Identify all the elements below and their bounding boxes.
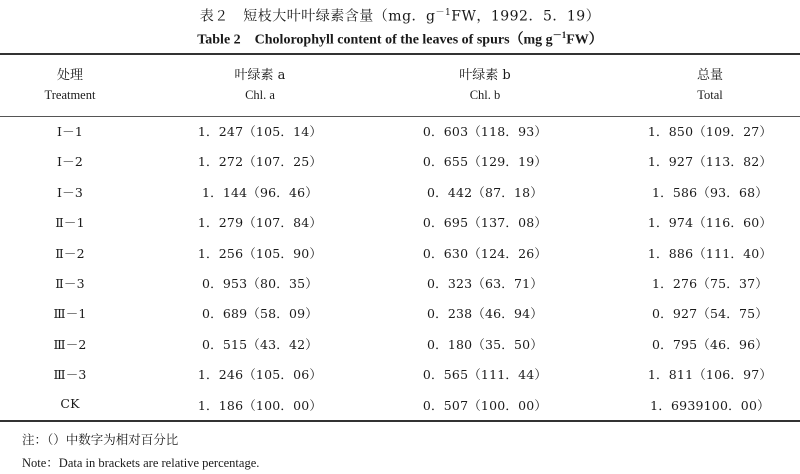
table-title-english: Table 2 Cholorophyll content of the leaves of spurs（mg $g^{-1}FW$） <box>197 30 603 48</box>
chl-b-cell: 0．238（46．94） <box>426 306 544 322</box>
treatment-cell: Ⅱ－2 <box>55 245 85 261</box>
treatment-cell: Ⅱ－1 <box>55 215 85 231</box>
header-rule <box>0 116 800 117</box>
header-chl-b-en: Chl. b <box>469 88 501 102</box>
treatment-cell: Ⅲ－3 <box>53 367 87 383</box>
note-chinese: 注：（）中数字为相对百分比 <box>22 432 179 447</box>
treatment-cell: Ⅲ－1 <box>53 306 87 322</box>
header-treatment-en: Treatment <box>44 88 96 102</box>
total-cell: 1．850（109．27） <box>647 124 773 139</box>
total-cell: 1．586（93．68） <box>651 184 769 200</box>
total-cell: 1．974（116．60） <box>647 215 773 231</box>
chl-b-cell: 0．655（129．19） <box>422 154 548 170</box>
chl-a-cell: 1．247（105．14） <box>197 124 323 139</box>
chl-b-cell: 0．442（87．18） <box>426 184 544 200</box>
total-cell: 1．927（113．82） <box>647 154 773 170</box>
chl-b-cell: 0．323（63．71） <box>426 276 544 291</box>
top-rule <box>0 53 800 55</box>
chl-a-cell: 1．272（107．25） <box>197 154 323 170</box>
chl-a-cell: 1．186（100．00） <box>197 397 323 413</box>
header-chl-b-zh: 叶绿素 b <box>459 68 511 83</box>
total-cell: 1．276（75．37） <box>651 276 769 291</box>
chl-a-cell: 1．144（96．46） <box>201 184 319 200</box>
chl-b-cell: 0．695（137．08） <box>422 215 548 231</box>
chl-a-cell: 1．256（105．90） <box>197 245 323 261</box>
treatment-cell: Ⅲ－2 <box>53 336 87 352</box>
total-cell: 1．811（106．97） <box>647 367 773 383</box>
treatment-cell: Ⅰ－2 <box>57 154 83 170</box>
treatment-cell: Ⅱ－3 <box>55 276 85 291</box>
header-treatment-zh: 处理 <box>56 68 83 83</box>
chl-b-cell: 0．180（35．50） <box>426 336 544 352</box>
chl-a-cell: 0．953（80．35） <box>201 276 319 291</box>
chl-b-cell: 0．630（124．26） <box>422 245 548 261</box>
chl-b-cell: 0．603（118．93） <box>422 124 548 139</box>
chl-a-cell: 1．246（105．06） <box>197 367 323 383</box>
total-cell: 1．886（111．40） <box>647 245 773 261</box>
header-total-zh: 总量 <box>696 68 723 83</box>
chl-b-cell: 0．565（111．44） <box>422 367 548 383</box>
total-cell: 0．795（46．96） <box>651 336 769 352</box>
table-title-chinese: 表２ 短枝大叶叶绿素含量（mg．$g^{-1}FW$，1992．5．19） <box>199 8 601 25</box>
header-chl-a-zh: 叶绿素 a <box>234 68 286 83</box>
chl-a-cell: 0．515（43．42） <box>201 336 319 352</box>
note-english: Note：Data in brackets are relative percentage. <box>22 456 260 470</box>
chl-b-cell: 0．507（100．00） <box>422 397 548 413</box>
treatment-cell: Ⅰ－1 <box>57 124 83 139</box>
bottom-rule <box>0 420 800 422</box>
total-cell: 0．927（54．75） <box>651 306 769 322</box>
header-total-en: Total <box>697 88 723 102</box>
header-chl-a-en: Chl. a <box>245 88 275 102</box>
chl-a-cell: 1．279（107．84） <box>197 215 323 231</box>
treatment-cell: Ⅰ－3 <box>57 184 83 200</box>
total-cell: 1．6939100．00） <box>650 397 770 413</box>
treatment-cell: CK <box>60 395 80 411</box>
chl-a-cell: 0．689（58．09） <box>201 306 319 322</box>
